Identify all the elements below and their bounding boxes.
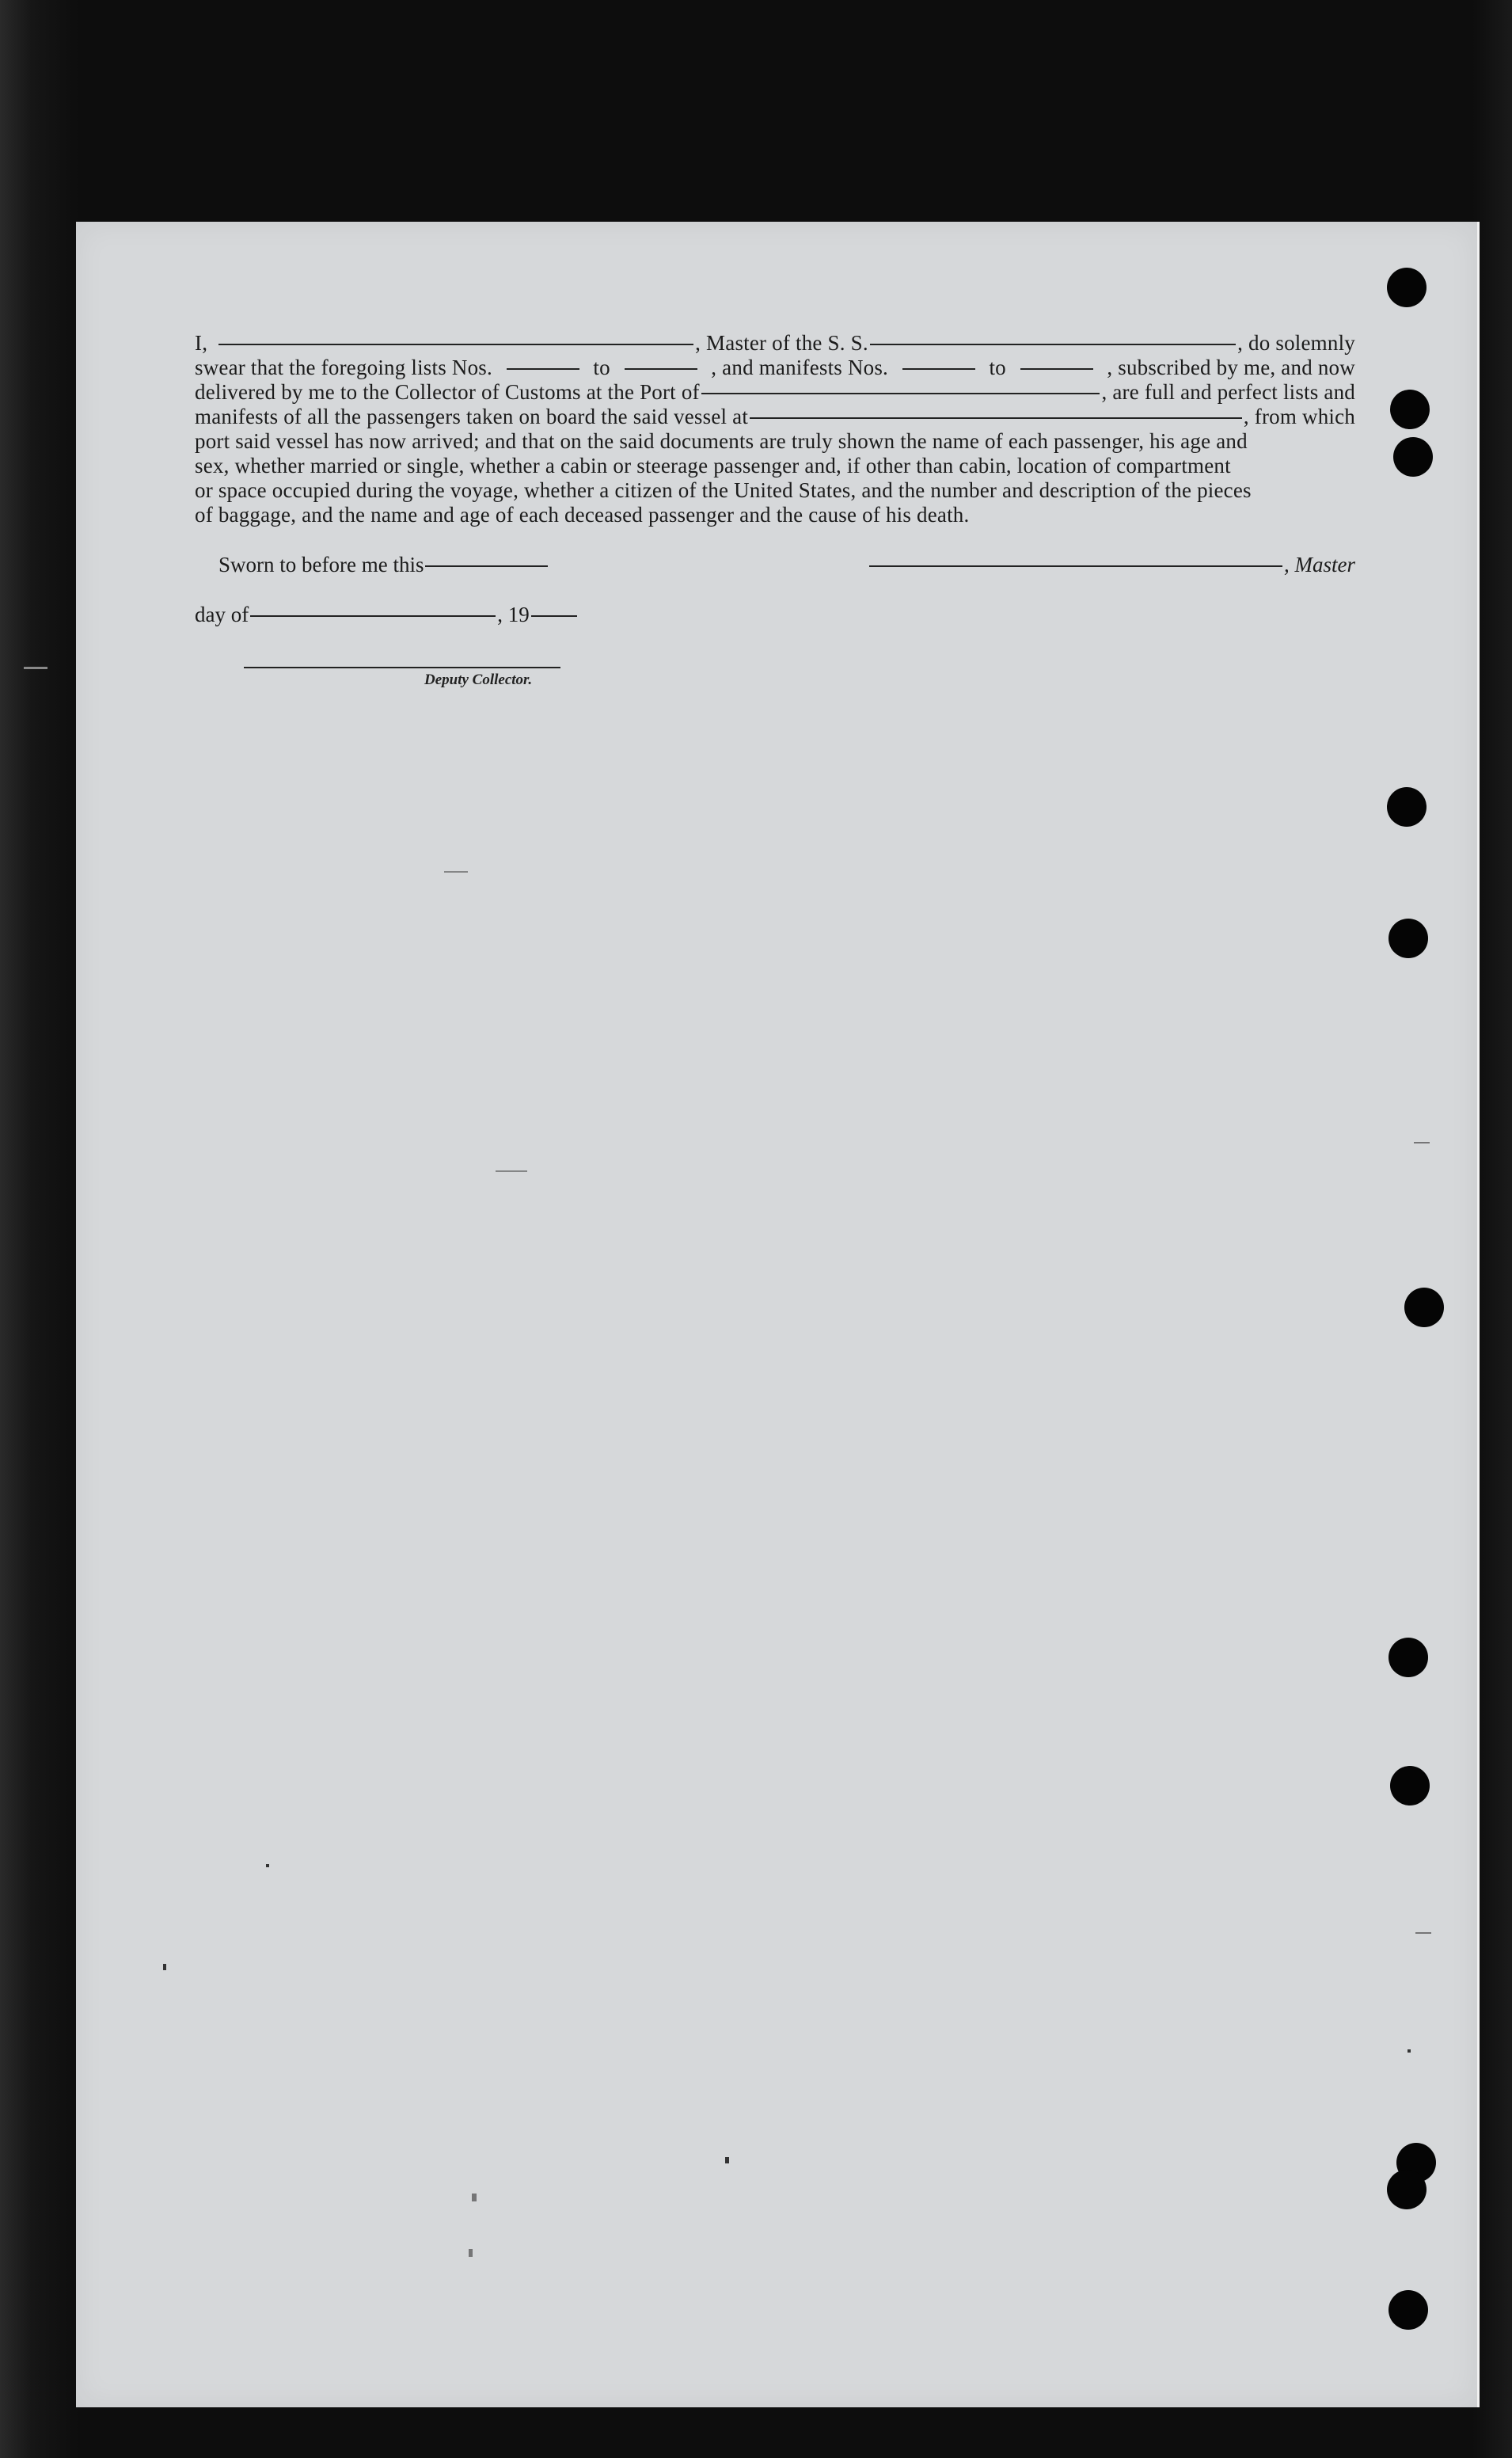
punch-hole [1390,390,1430,429]
punch-hole [1404,1288,1444,1327]
master-signature-row [868,553,1355,577]
oath-text: of baggage, and the name and age of each deceased passenger and the cause of his death. [195,503,970,527]
oath-text: or space occupied during the voyage, whether a citizen of the United States, and the number and description of the pieces [195,478,1252,502]
manifests-to-blank[interactable] [1020,368,1093,370]
document-page [76,222,1480,2407]
oath-line-2 [195,356,1355,380]
scan-mark [496,1170,527,1172]
sworn-row [218,553,549,577]
lists-to-blank[interactable] [625,368,697,370]
oath-text: swear that the foregoing lists Nos. [195,356,492,379]
lists-from-blank[interactable] [507,368,579,370]
punch-hole [1387,268,1427,307]
oath-line-3 [195,380,1355,405]
scan-edge-mark [24,667,47,669]
oath-text: sex, whether married or single, whether a cabin or steerage passenger and, if other than cabin, location of compartment [195,454,1231,478]
port-blank[interactable] [701,393,1100,394]
oath-text: , are full and perfect lists and [1101,380,1355,404]
ship-name-blank[interactable] [870,344,1236,345]
scan-mark [725,2157,729,2163]
date-row [195,603,579,627]
oath-text: , subscribed by me, and now [1107,356,1355,379]
master-name-blank[interactable] [218,344,693,345]
sworn-label: Sworn to before me this [218,553,424,576]
oath-text: to [593,356,610,379]
year-prefix: , 19 [497,603,530,626]
scan-mark [1408,2049,1411,2053]
scan-mark [469,2249,473,2257]
year-blank[interactable] [531,615,577,617]
master-label: , Master [1284,553,1355,576]
sworn-day-blank[interactable] [425,565,548,567]
punch-hole [1387,787,1427,827]
oath-line-1 [195,331,1355,356]
oath-text: , do solemnly [1237,331,1355,355]
scan-mark [163,1964,166,1970]
punch-hole [1389,1638,1428,1677]
departure-port-blank[interactable] [750,417,1242,419]
scan-mark [1415,1932,1431,1934]
month-blank[interactable] [250,615,496,617]
scan-mark [266,1864,269,1867]
punch-hole [1393,437,1433,477]
oath-text: port said vessel has now arrived; and that on the said documents are truly shown the name of each passenger, his age and [195,429,1248,453]
oath-text: , Master of the S. S. [695,331,868,355]
punch-hole [1389,2290,1428,2330]
oath-text: , from which [1243,405,1355,428]
deputy-collector-label: Deputy Collector. [424,672,533,688]
scan-mark [472,2194,477,2201]
oath-text: to [989,356,1006,379]
scan-mark [444,871,468,873]
day-of-label: day of [195,603,249,626]
manifests-from-blank[interactable] [902,368,975,370]
master-signature-blank[interactable] [869,565,1282,567]
oath-paragraph [195,331,1355,527]
punch-hole [1387,2170,1427,2209]
punch-hole [1389,919,1428,958]
oath-text: delivered by me to the Collector of Customs at the Port of [195,380,700,404]
oath-text: manifests of all the passengers taken on board the said vessel at [195,405,749,428]
oath-line-4 [195,405,1355,429]
oath-text: I, [195,331,208,355]
deputy-signature-line[interactable] [244,667,560,668]
scan-mark [1414,1142,1430,1143]
oath-text: , and manifests Nos. [711,356,888,379]
punch-hole [1390,1766,1430,1805]
